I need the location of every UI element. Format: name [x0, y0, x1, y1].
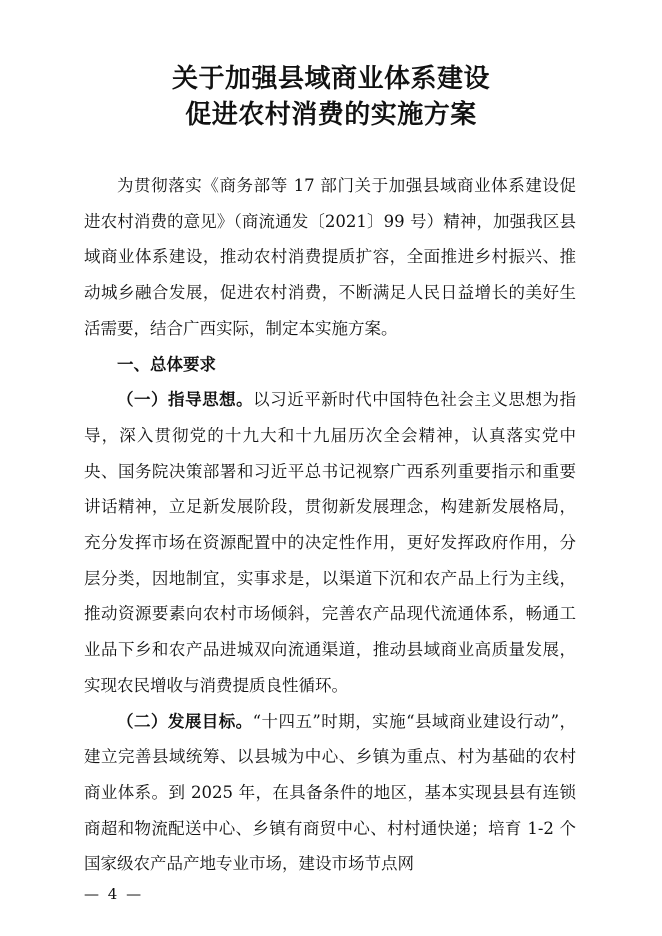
document-title-line1: 关于加强县域商业体系建设 — [171, 64, 490, 94]
document-body — [84, 168, 576, 882]
section1-heading: 一、总体要求 — [117, 354, 216, 374]
item1-paragraph — [84, 382, 576, 703]
item2-paragraph — [84, 704, 576, 883]
item2-text: “十四五”时期，实施“县域商业建设行动”，建立完善县域统筹、以县城为中心、乡镇为重点、村为基础的农村商业体系。到 2025 年，在具备条件的地区，基本实现县县有连锁商超和物流配送中心、乡镇有商贸中心、村村通快递；培育 1-2 个国家级农产品产地专业市场，建设市场节点网 — [84, 711, 577, 874]
document-title-line2: 促进农村消费的实施方案 — [185, 100, 477, 130]
item2-lead: （二）发展目标。 — [117, 711, 253, 731]
page-number: — 4 — — [84, 885, 144, 903]
intro-paragraph: 为贯彻落实《商务部等 17 部门关于加强县域商业体系建设促进农村消费的意见》（商流通发〔2021〕99 号）精神，加强我区县域商业体系建设，推动农村消费提质扩容，全面推进乡村振兴、推动城乡融合发展，促进农村消费，不断满足人民日益增长的美好生活需要，结合广西实际，制定本实施方案。 — [84, 176, 576, 338]
item1-lead: （一）指导思想。 — [117, 390, 254, 410]
item1-text: 以习近平新时代中国特色社会主义思想为指导，深入贯彻党的十九大和十九届历次全会精神，认真落实党中央、国务院决策部署和习近平总书记视察广西系列重要指示和重要讲话精神，立足新发展阶段，贯彻新发展理念，构建新发展格局，充分发挥市场在资源配置中的决定性作用，更好发挥政府作用，分层分类，因地制宜，实事求是，以渠道下沉和农产品上行为主线，推动资源要素向农村市场倾斜，完善农产品现代流通体系，畅通工业品下乡和农产品进城双向流通渠道，推动县域商业高质量发展，实现农民增收与消费提质良性循环。 — [84, 390, 577, 695]
